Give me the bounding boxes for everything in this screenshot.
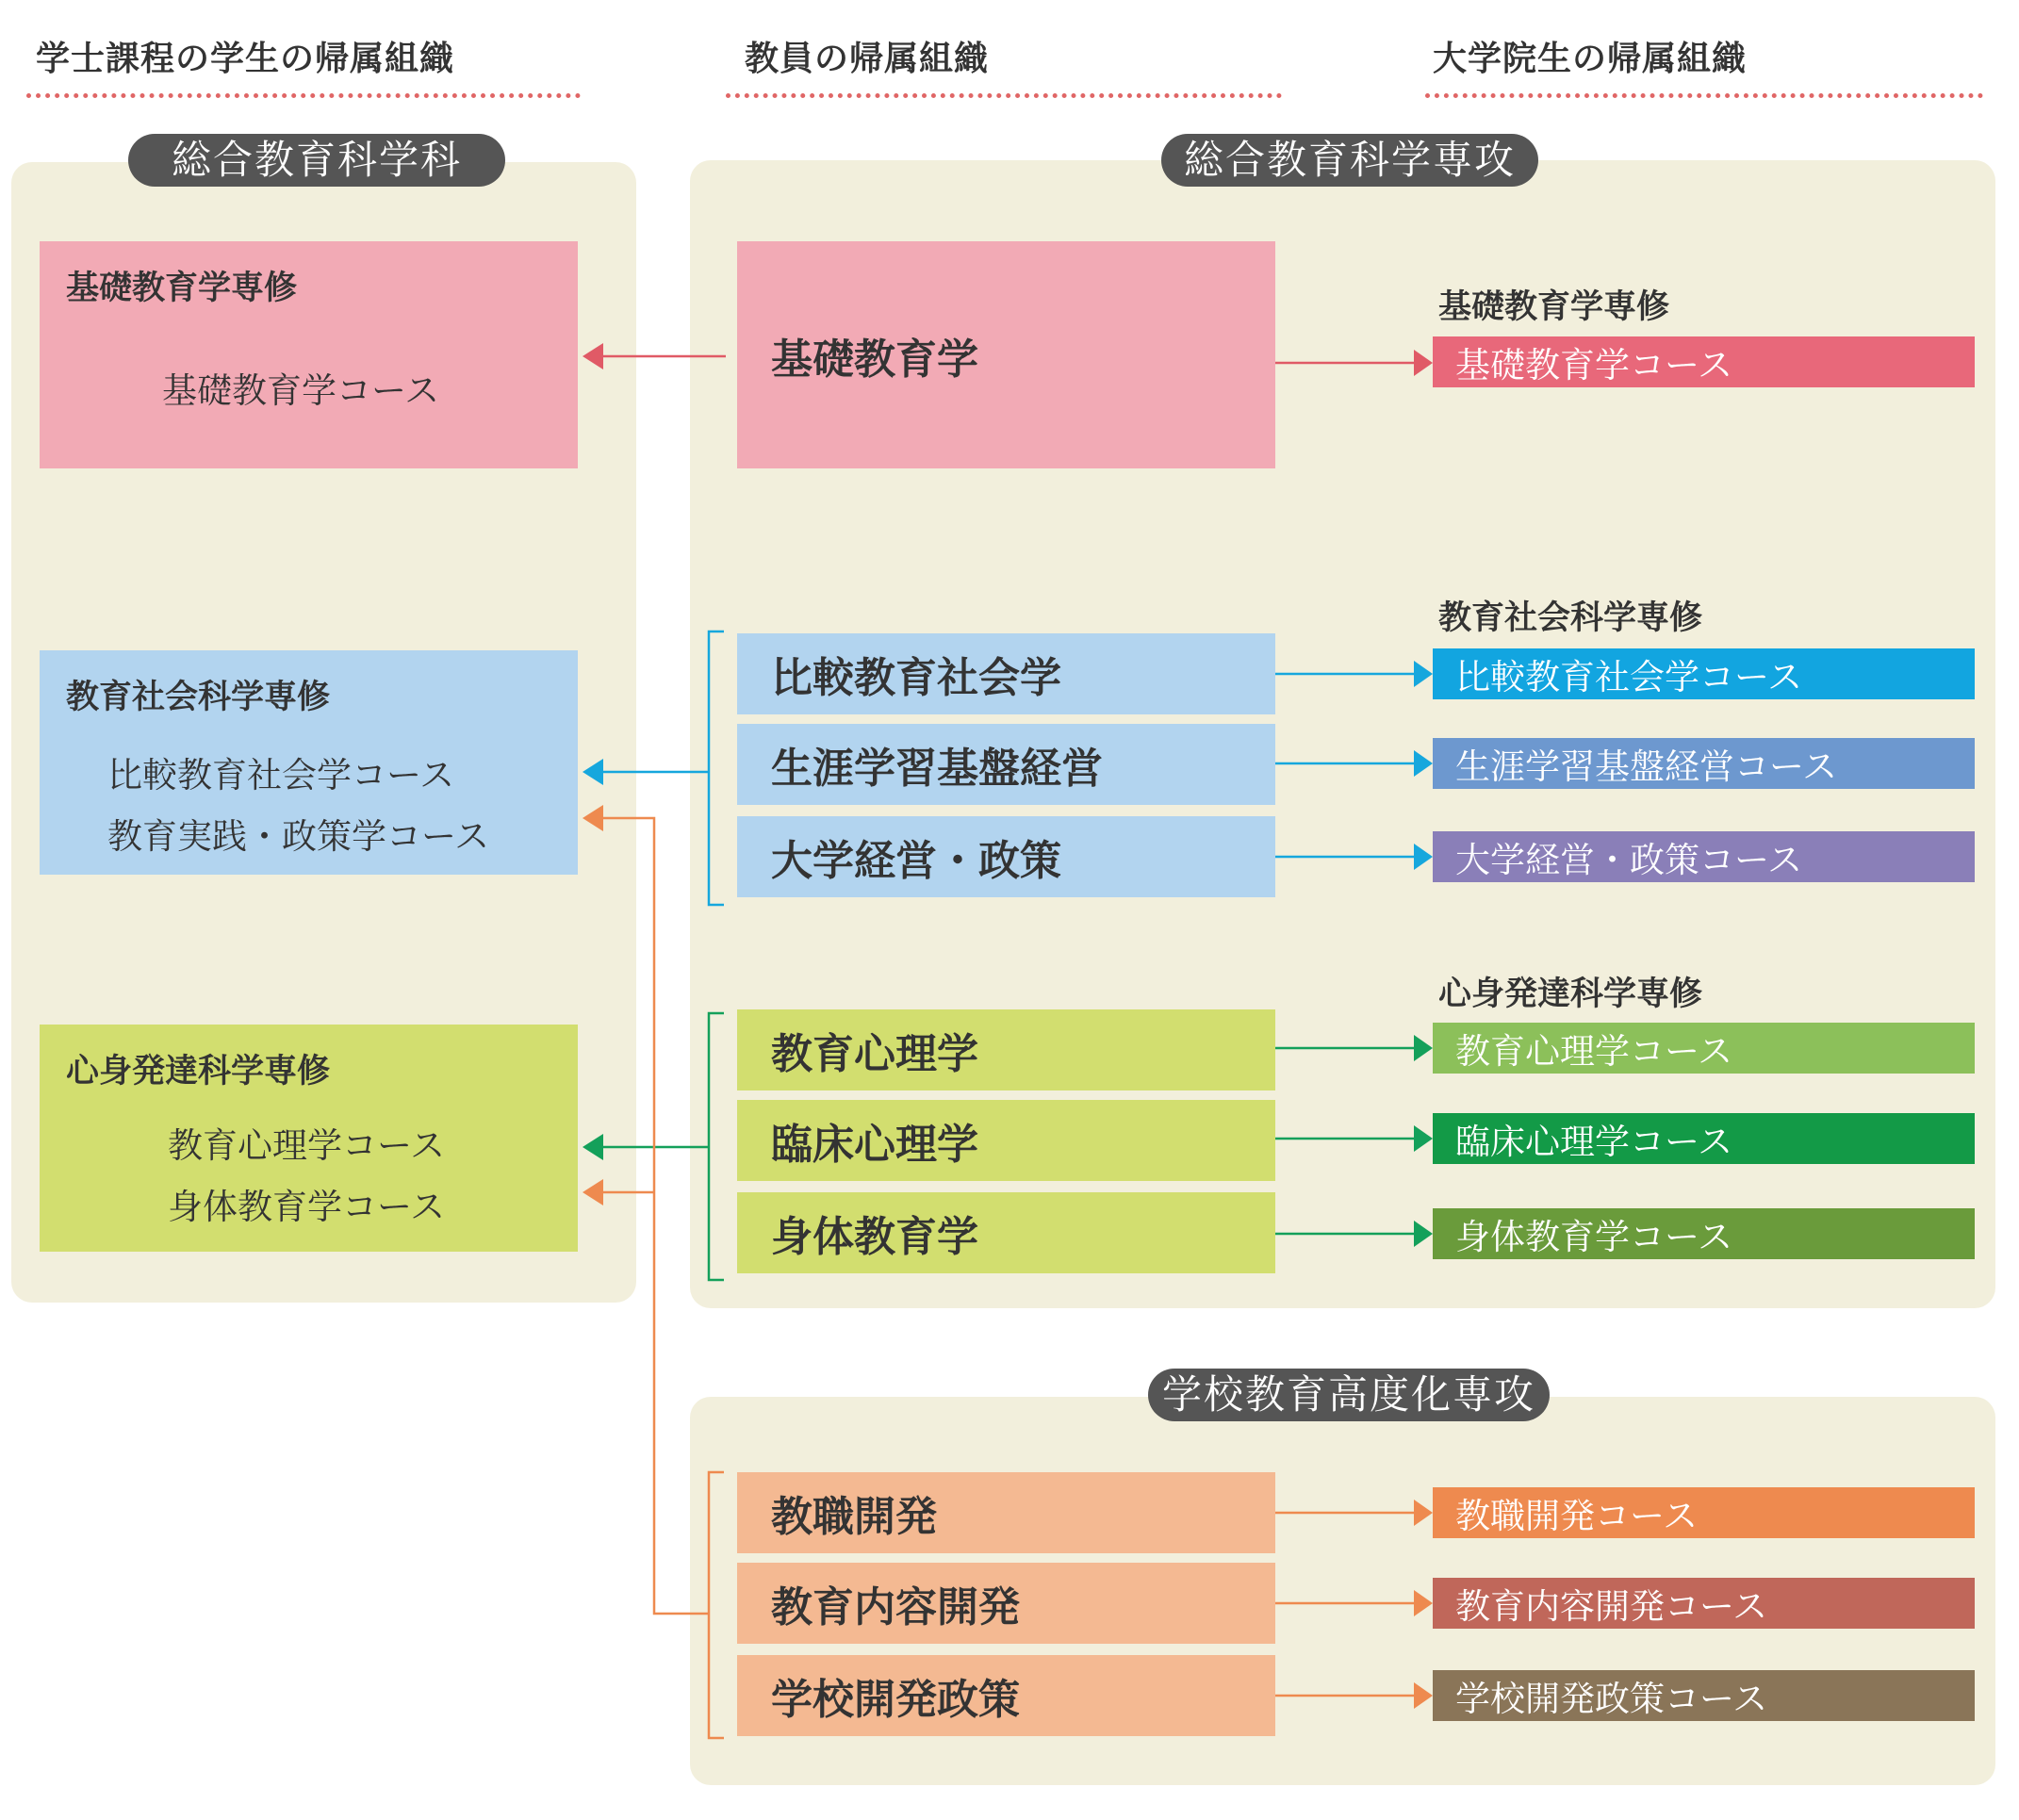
major2-title: 学校教育高度化専攻 <box>1148 1369 1550 1421</box>
grad-group-label: 教育社会科学専修 <box>1438 599 1703 637</box>
faculty-box: 身体教育学 <box>737 1192 1275 1273</box>
grad-course-bar: 基礎教育学コース <box>1433 336 1975 387</box>
grad-course-bar: 生涯学習基盤経営コース <box>1433 738 1975 789</box>
grad-group-label: 心身発達科学専修 <box>1438 976 1703 1013</box>
faculty-header: 教員の帰属組織 <box>745 40 990 78</box>
undergrad-course: 比較教育社会学コース <box>107 755 455 795</box>
undergrad-course: 身体教育学コース <box>168 1187 446 1227</box>
grad-course-bar: 教職開発コース <box>1433 1487 1975 1538</box>
faculty-box: 大学経営・政策 <box>737 816 1275 897</box>
undergrad-box-title: 基礎教育学専修 <box>66 270 298 307</box>
grad-course-bar: 比較教育社会学コース <box>1433 648 1975 699</box>
arrows-to-grad-courses <box>1275 350 1433 1709</box>
faculty-box: 教育心理学 <box>737 1009 1275 1090</box>
undergrad-course: 教育心理学コース <box>168 1125 446 1166</box>
grad-course-bar: 臨床心理学コース <box>1433 1113 1975 1164</box>
undergrad-course: 基礎教育学コース <box>162 370 440 411</box>
arrow-to-undergrad-development <box>583 1134 709 1160</box>
grad-header: 大学院生の帰属組織 <box>1433 40 1748 78</box>
faculty-box: 学校開発政策 <box>737 1655 1275 1736</box>
grad-course-bar: 教育内容開発コース <box>1433 1578 1975 1629</box>
undergrad-box-title: 教育社会科学専修 <box>66 679 331 716</box>
bracket-major2 <box>709 1472 724 1738</box>
grad-group-label: 基礎教育学専修 <box>1438 288 1670 326</box>
bracket-social <box>709 631 724 905</box>
faculty-box: 基礎教育学 <box>737 241 1275 468</box>
grad-course-bar: 教育心理学コース <box>1433 1023 1975 1074</box>
undergrad-box-title: 心身発達科学専修 <box>66 1053 331 1090</box>
faculty-box: 教育内容開発 <box>737 1563 1275 1644</box>
grad-course-bar: 身体教育学コース <box>1433 1208 1975 1259</box>
faculty-box: 臨床心理学 <box>737 1100 1275 1181</box>
grad-course-bar: 大学経営・政策コース <box>1433 831 1975 882</box>
arrow-to-undergrad-foundations <box>583 343 726 369</box>
undergrad-course: 教育実践・政策学コース <box>107 816 490 857</box>
faculty-box: 比較教育社会学 <box>737 633 1275 714</box>
bracket-development <box>709 1013 724 1280</box>
undergrad-header: 学士課程の学生の帰属組織 <box>36 40 455 78</box>
grad-course-bar: 学校開発政策コース <box>1433 1670 1975 1721</box>
faculty-box: 生涯学習基盤経営 <box>737 724 1275 805</box>
major1-title: 総合教育科学専攻 <box>1161 134 1538 187</box>
arrow-major2-to-undergrad <box>583 805 709 1614</box>
faculty-box: 教職開発 <box>737 1472 1275 1553</box>
undergrad-dept-title: 総合教育科学科 <box>128 134 505 187</box>
arrow-to-undergrad-social <box>583 759 709 785</box>
